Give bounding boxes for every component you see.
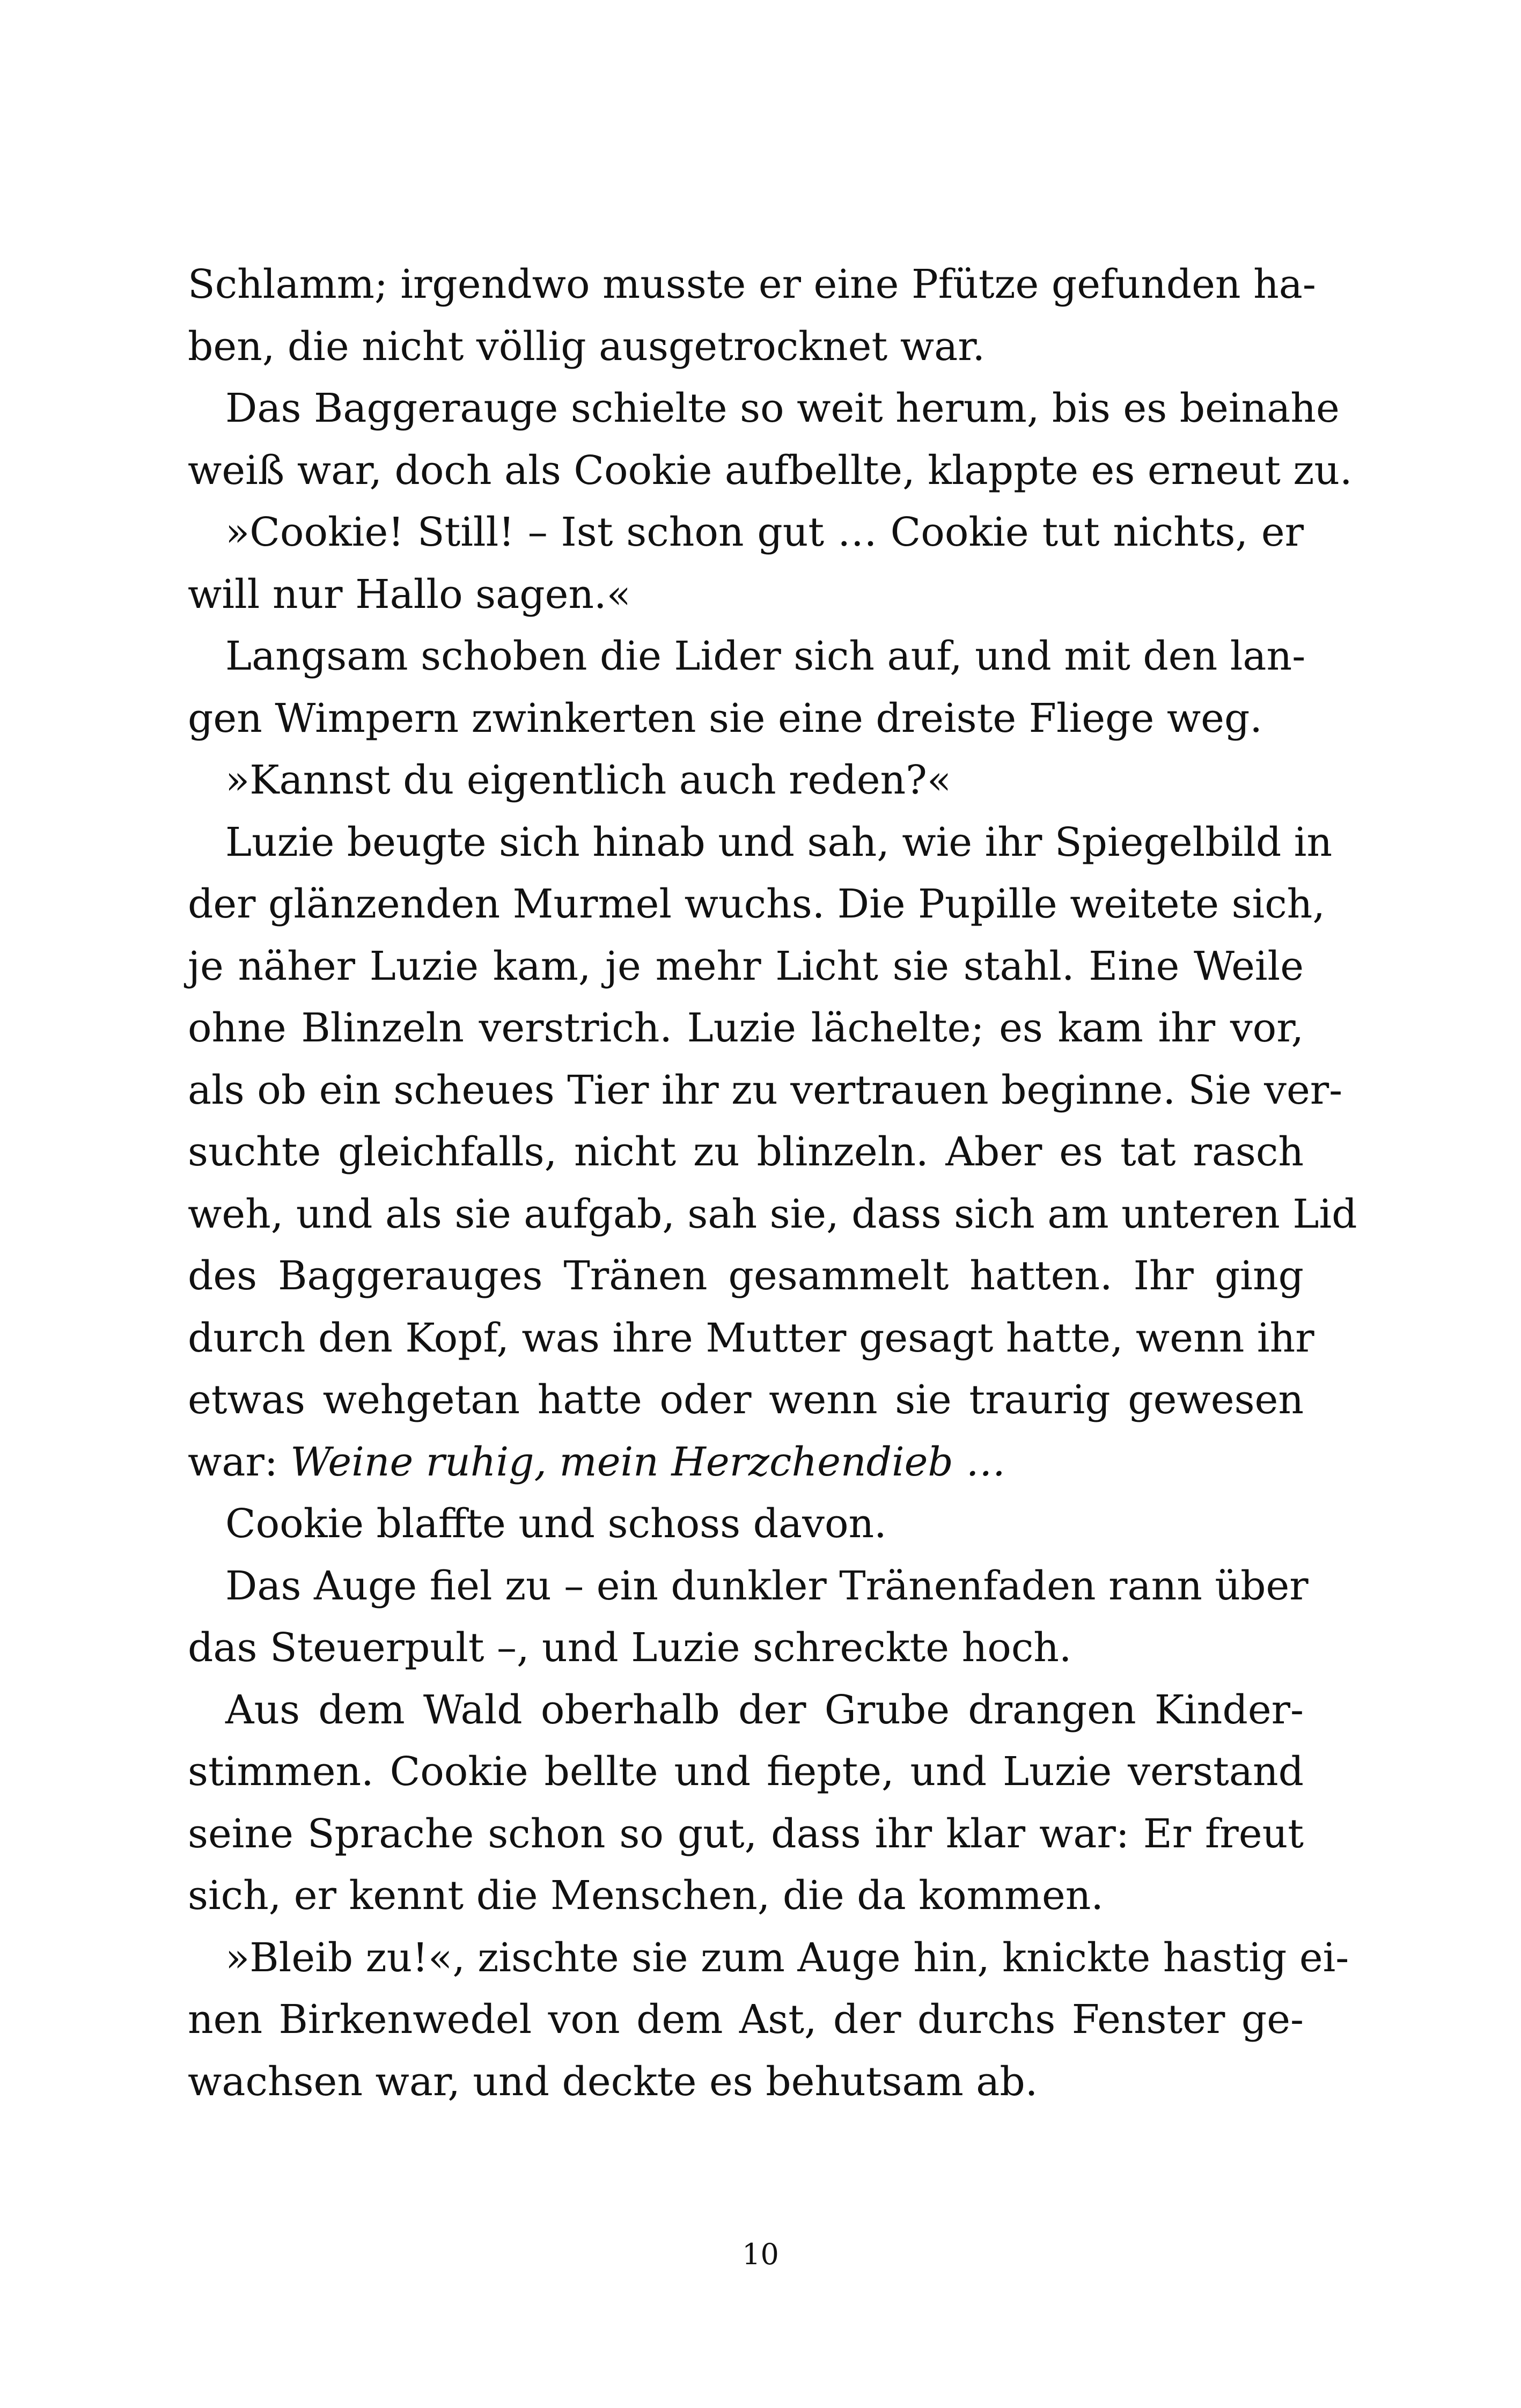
text-line: gen Wimpern zwinkerten sie eine dreiste Fliege weg. bbox=[188, 695, 1262, 742]
text-line: »Bleib zu!«, zischte sie zum Auge hin, knickte hastig ei- bbox=[225, 1934, 1349, 1981]
page-number: 10 bbox=[742, 2237, 779, 2271]
text-line: suchte gleichfalls, nicht zu blinzeln. Aber es tat rasch bbox=[188, 1129, 1304, 1175]
text-line-prefix: war: bbox=[188, 1438, 291, 1485]
text-line: nen Birkenwedel von dem Ast, der durchs Fenster ge- bbox=[188, 1996, 1304, 2043]
text-line: seine Sprache schon so gut, dass ihr klar war: Er freut bbox=[188, 1810, 1304, 1857]
text-line: das Steuerpult –, und Luzie schreckte hoch. bbox=[188, 1625, 1072, 1671]
text-line: je näher Luzie kam, je mehr Licht sie stahl. Eine Weile bbox=[188, 943, 1304, 989]
text-line: sich, er kennt die Menschen, die da kommen. bbox=[188, 1873, 1104, 1919]
text-line: weh, und als sie aufgab, sah sie, dass sich am unteren Lid bbox=[188, 1191, 1357, 1237]
italic-quote: Weine ruhig, mein Herzchendieb … bbox=[290, 1438, 1006, 1485]
text-line: ben, die nicht völlig ausgetrocknet war. bbox=[188, 323, 985, 370]
text-line: weiß war, doch als Cookie aufbellte, klappte es erneut zu. bbox=[188, 447, 1353, 494]
text-line: des Baggerauges Tränen gesammelt hatten. Ihr ging bbox=[188, 1253, 1304, 1299]
text-line: Aus dem Wald oberhalb der Grube drangen Kinder- bbox=[225, 1686, 1304, 1733]
text-line: ohne Blinzeln verstrich. Luzie lächelte; es kam ihr vor, bbox=[188, 1005, 1304, 1051]
text-line: stimmen. Cookie bellte und fiepte, und Luzie verstand bbox=[188, 1749, 1304, 1795]
text-line: will nur Hallo sagen.« bbox=[188, 571, 631, 618]
text-line: der glänzenden Murmel wuchs. Die Pupille weitete sich, bbox=[188, 881, 1325, 927]
text-line: Cookie blaffte und schoss davon. bbox=[225, 1501, 887, 1547]
text-line: Langsam schoben die Lider sich auf, und mit den lan- bbox=[225, 633, 1306, 679]
text-line: als ob ein scheues Tier ihr zu vertrauen beginne. Sie ver- bbox=[188, 1067, 1343, 1113]
text-line: »Kannst du eigentlich auch reden?« bbox=[225, 757, 952, 803]
text-line: etwas wehgetan hatte oder wenn sie traurig gewesen bbox=[188, 1377, 1304, 1423]
text-line: wachsen war, und deckte es behutsam ab. bbox=[188, 2058, 1038, 2105]
text-line: Schlamm; irgendwo musste er eine Pfütze gefunden ha- bbox=[188, 261, 1316, 307]
text-line: Das Auge fiel zu – ein dunkler Tränenfaden rann über bbox=[225, 1562, 1309, 1609]
body-text bbox=[188, 254, 1357, 2113]
text-line: durch den Kopf, was ihre Mutter gesagt hatte, wenn ihr bbox=[188, 1315, 1314, 1361]
text-line: Das Baggerauge schielte so weit herum, bis es beinahe bbox=[225, 385, 1340, 431]
text-line: »Cookie! Still! – Ist schon gut … Cookie tut nichts, er bbox=[225, 509, 1304, 555]
text-line: Luzie beugte sich hinab und sah, wie ihr Spiegelbild in bbox=[225, 819, 1333, 865]
text-line bbox=[188, 1431, 1304, 1494]
